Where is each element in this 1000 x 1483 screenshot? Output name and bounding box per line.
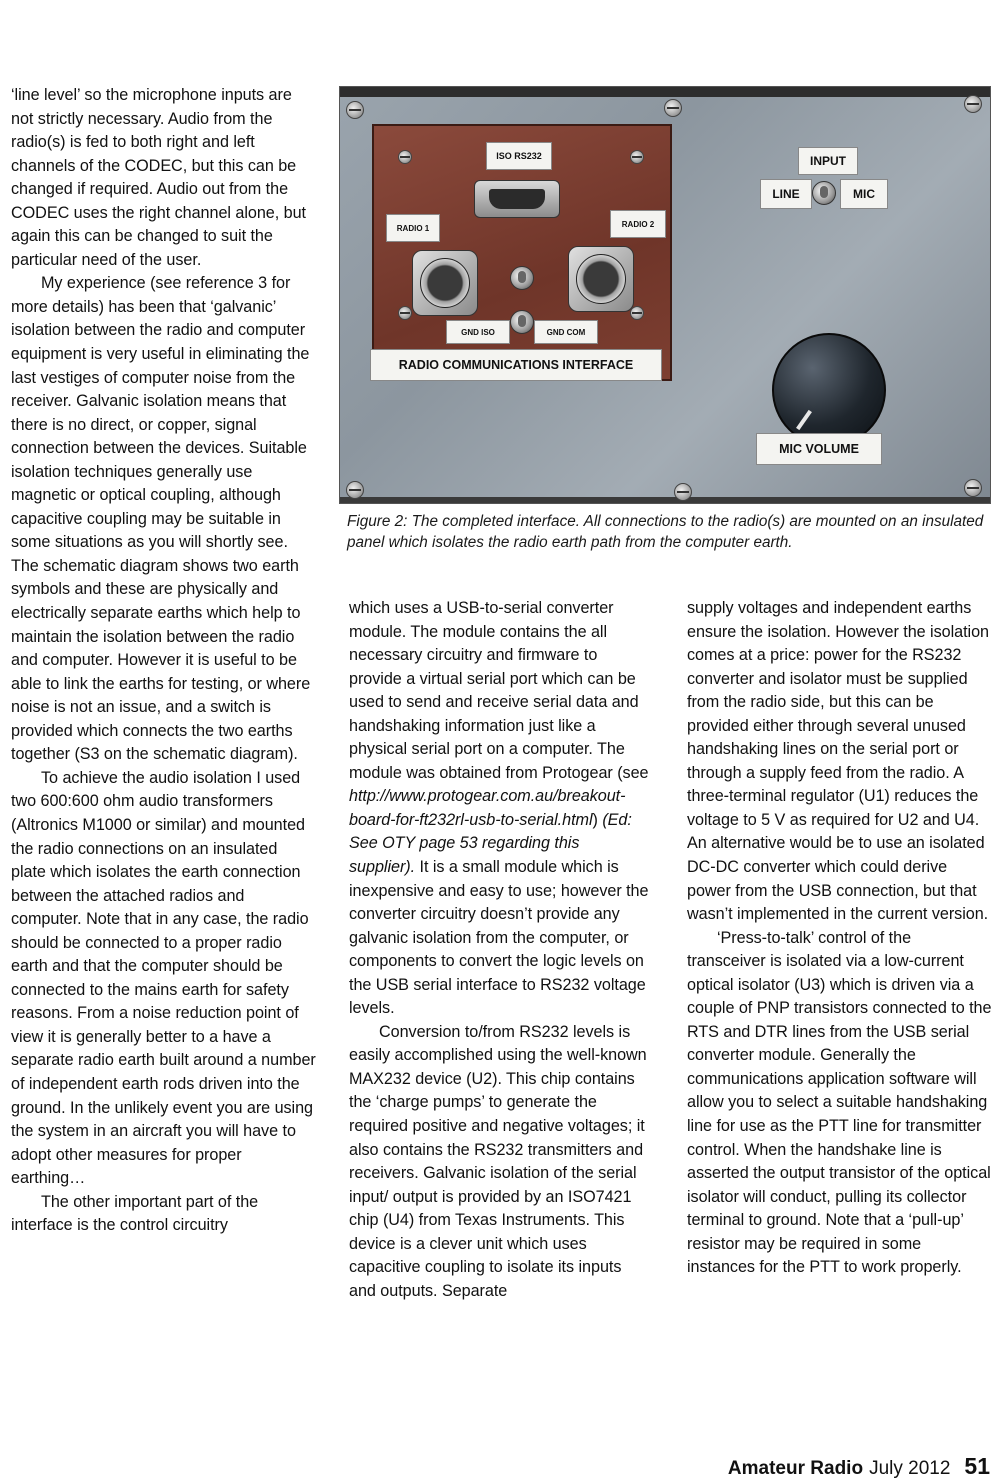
text-column-1 bbox=[11, 84, 316, 1238]
page-number: 51 bbox=[964, 1453, 990, 1479]
label-gnd-com: GND COM bbox=[534, 320, 598, 344]
paragraph: To achieve the audio isolation I used two 600:600 ohm audio transformers (Altronics M1000 or similar) and mounted the radio connections on an insulated plate which isolates the earth connection between the attached radios and computer. Note that in any case, the radio should be connected to a proper radio earth and that the computer should be connected to the mains earth for safety reasons. From a noise reduction point of view it is generally better to a have a separate radio earth built around a number of independent earth rods driven into the ground. In the unlikely event you are using the system in an aircraft you will have to adopt other measures for proper earthing… bbox=[11, 768, 316, 1188]
editor-note: (Ed: See OTY page 53 regarding this supplier). bbox=[349, 810, 632, 877]
page-footer bbox=[728, 1453, 990, 1480]
screw-icon bbox=[964, 479, 982, 497]
text-run: ) bbox=[592, 810, 603, 829]
db9-connector-icon bbox=[474, 180, 560, 218]
ground-switch-icon bbox=[510, 310, 534, 334]
text-run: which uses a USB-to-serial converter module. The module contains the all necessary circuitry and firmware to provide a virtual serial port which can be used to send and receive serial data and handshaking information just like a physical serial port on a computer. The module was obtained from Protogear (see bbox=[349, 599, 649, 782]
issue-date: July 2012 bbox=[869, 1458, 951, 1479]
label-radio-1: RADIO 1 bbox=[386, 214, 440, 242]
label-gnd-iso: GND ISO bbox=[446, 320, 510, 344]
paragraph: The other important part of the interface is the control circuitry bbox=[11, 1192, 259, 1235]
magazine-name: Amateur Radio bbox=[727, 1458, 864, 1479]
din-socket-radio-1-icon bbox=[412, 250, 476, 314]
screw-icon bbox=[630, 306, 644, 320]
screw-icon bbox=[674, 483, 692, 501]
screw-icon bbox=[346, 101, 364, 119]
din-socket-radio-2-icon bbox=[568, 246, 632, 310]
figure-photo bbox=[339, 86, 991, 504]
paragraph: Conversion to/from RS232 levels is easily accomplished using the well-known MAX232 device (U2). This chip contains the ‘charge pumps’ to generate the required positive and negative voltages; it also contains the RS232 transmitters and receivers. Galvanic isolation of the serial input/ output is provided by an ISO7421 chip (U4) from Texas Instruments. This device is a clever unit which uses capacitive coupling to isolate its inputs and outputs. Separate bbox=[349, 1022, 647, 1300]
label-input: INPUT bbox=[798, 147, 858, 175]
paragraph: ‘line level’ so the microphone inputs are not strictly necessary. Audio from the radio(s) is fed to both right and left channels of the CODEC, but this can be changed if required. Audio out from the CODEC uses the right channel alone, but again this can be changed to suit the particular need of the user. bbox=[11, 86, 306, 269]
screw-icon bbox=[398, 306, 412, 320]
label-mic: MIC bbox=[840, 179, 888, 209]
label-iso-rs232: ISO RS232 bbox=[486, 142, 552, 170]
label-mic-volume: MIC VOLUME bbox=[756, 433, 882, 465]
screw-icon bbox=[964, 95, 982, 113]
text-run: It is a small module which is inexpensive and easy to use; however the converter circuitry doesn’t provide any galvanic isolation from the computer, or components to convert the logic levels on the USB serial interface to RS232 voltage levels. bbox=[349, 858, 649, 1018]
grommet-icon bbox=[510, 266, 534, 290]
mic-volume-knob-icon bbox=[772, 333, 886, 447]
figure-caption: Figure 2: The completed interface. All connections to the radio(s) are mounted on an insulated panel which isolates the radio earth path from the computer earth. bbox=[347, 513, 984, 551]
input-select-switch-icon bbox=[812, 181, 836, 205]
paragraph: My experience (see reference 3 for more details) has been that ‘galvanic’ isolation between the radio and computer equipment is very useful in eliminating the last vestiges of computer noise from the receiver. Galvanic isolation means that there is no direct, or copper, signal connection between the devices. Suitable isolation techniques generally use magnetic or optical coupling, although capacitive coupling may be suitable in some situations as you will shortly see. The schematic diagram shows two earth symbols and these are physically and electrically separate earths which help to maintain the isolation between the radio and computer. However it is useful to be able to link the earths for testing, or where noise is not an issue, and a switch is provided which connects the two earths together (S3 on the schematic diagram). bbox=[11, 274, 311, 764]
paragraph bbox=[349, 597, 649, 1021]
enclosure-top-edge bbox=[340, 87, 990, 97]
screw-icon bbox=[630, 150, 644, 164]
protogear-url: http://www.protogear.com.au/breakout-board-for-ft232rl-usb-to-serial.html bbox=[349, 787, 626, 829]
paragraph: ‘Press-to-talk’ control of the transceiver is isolated via a low-current optical isolator (U3) which is driven via a couple of PNP transistors connected to the RTS and DTR lines from the USB serial converter module. Generally the communications application software will allow you to select a suitable handshaking line for use as the PTT line for transmitter control. When the handshake line is asserted the output transistor of the optical isolator will conduct, pulling its collector terminal to ground. Note that a ‘pull-up’ resistor may be required in some instances for the PTT to work properly. bbox=[687, 928, 992, 1277]
screw-icon bbox=[398, 150, 412, 164]
insulated-panel bbox=[372, 124, 672, 381]
text-column-2 bbox=[349, 597, 649, 1303]
label-radio-2: RADIO 2 bbox=[610, 210, 666, 238]
screw-icon bbox=[664, 99, 682, 117]
paragraph: supply voltages and independent earths ensure the isolation. However the isolation comes at a price: power for the RS232 converter and isolator must be supplied from the radio side, but this can be provided either through several unused handshaking lines on the serial port or through a supply feed from the radio. A three-terminal regulator (U1) reduces the voltage to 5 V as required for U2 and U4. An alternative would be to use an isolated DC-DC converter which could derive power from the USB connection, but that wasn’t implemented in the current version. bbox=[687, 599, 989, 924]
screw-icon bbox=[346, 481, 364, 499]
label-panel-title: RADIO COMMUNICATIONS INTERFACE bbox=[370, 349, 662, 381]
enclosure-bottom-edge bbox=[340, 497, 990, 503]
label-line: LINE bbox=[760, 179, 812, 209]
text-column-3 bbox=[687, 597, 992, 1280]
